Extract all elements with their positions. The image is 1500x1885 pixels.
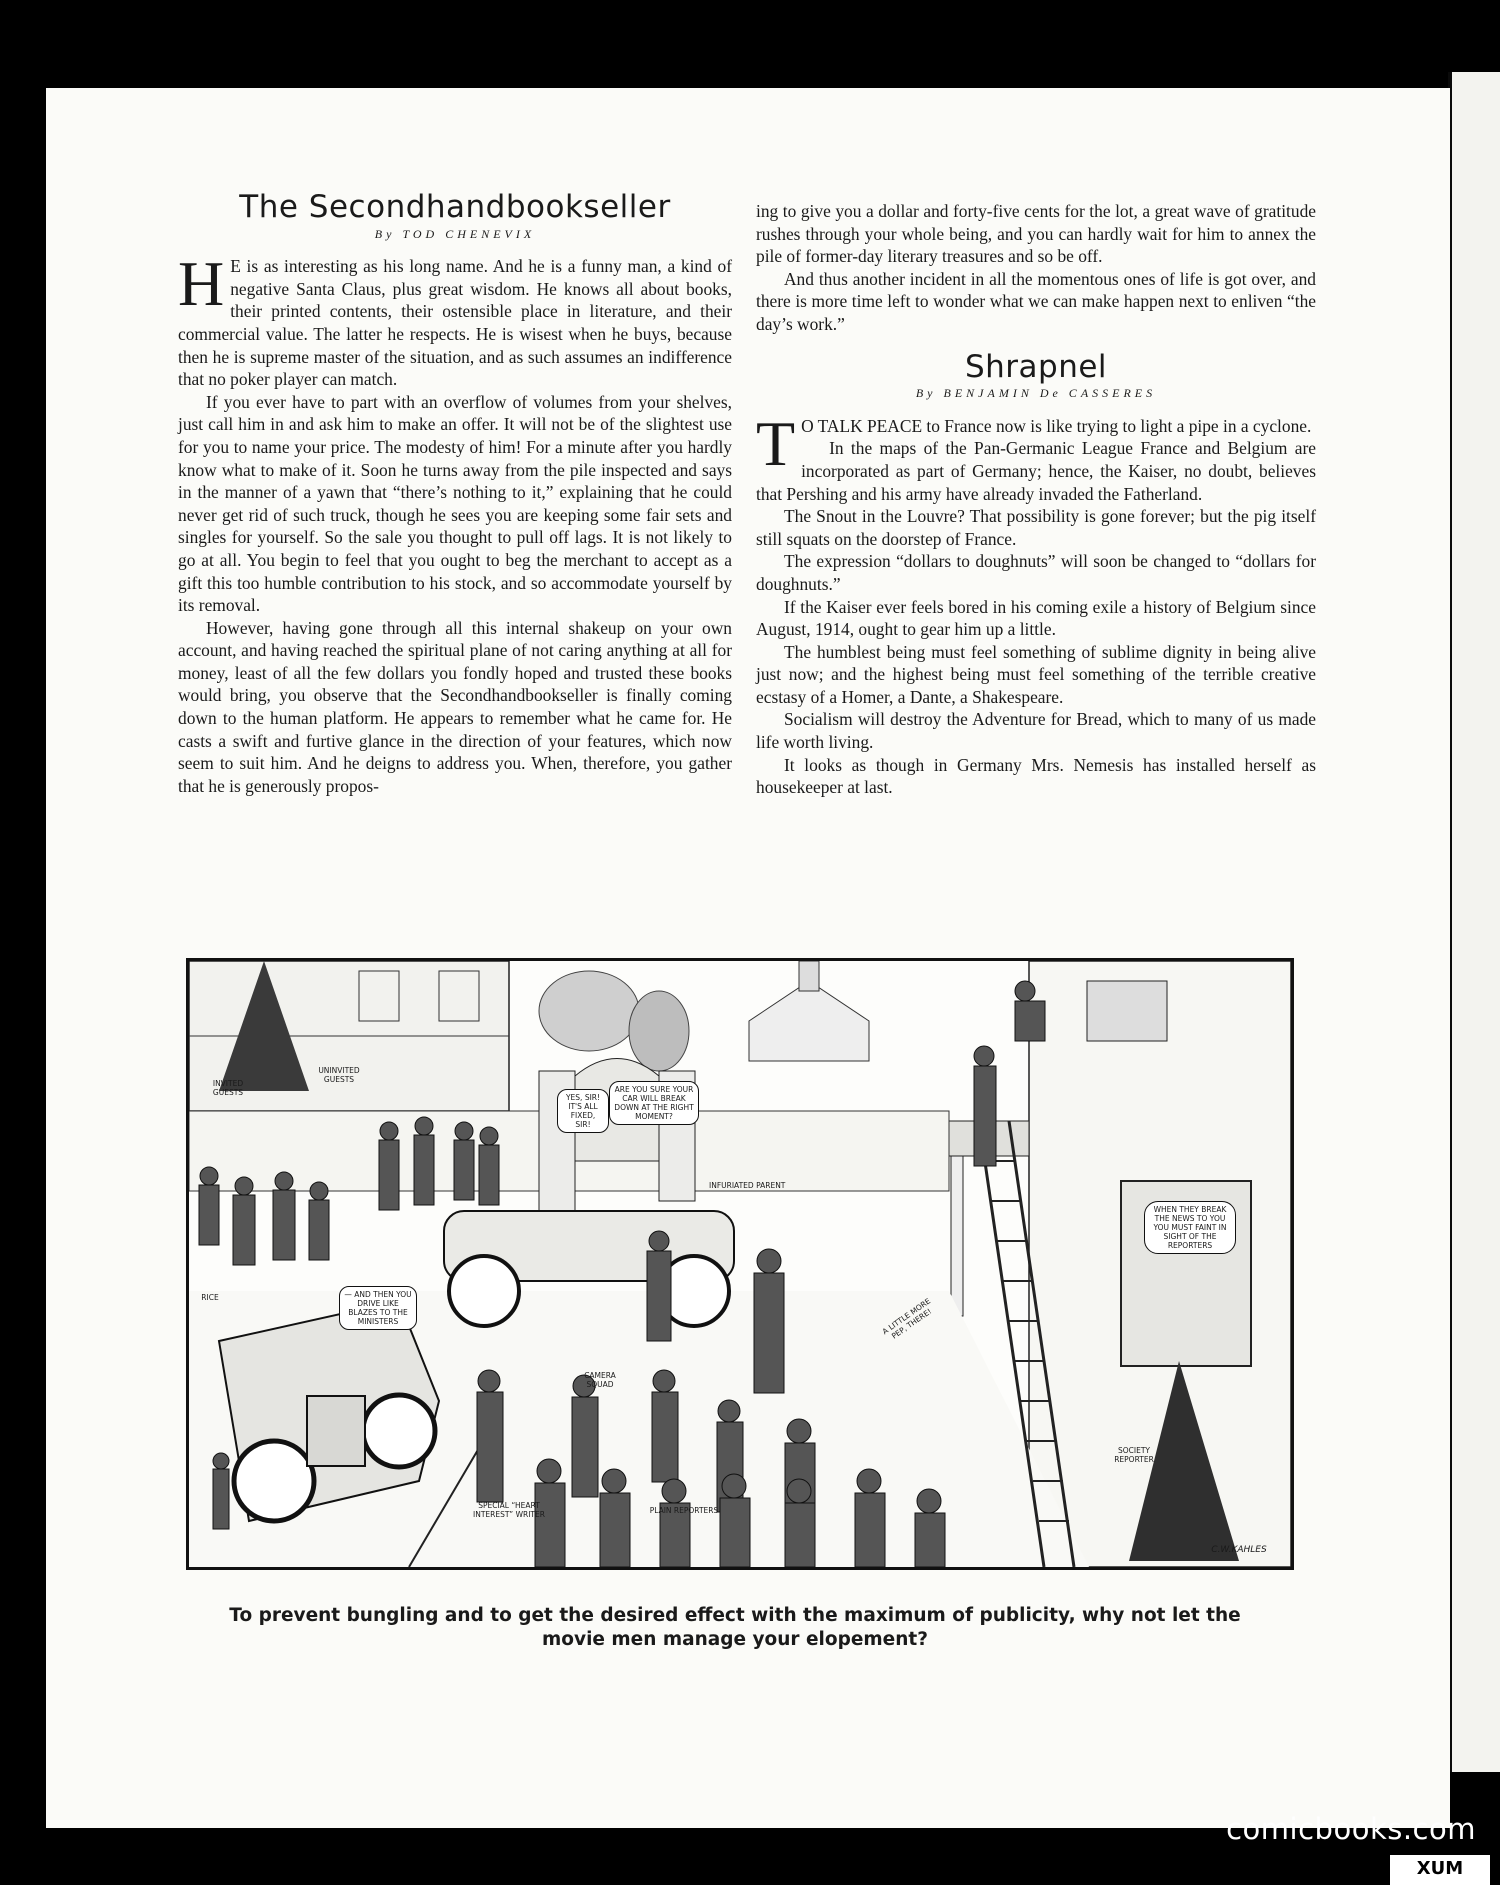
paragraph: Socialism will destroy the Adventure for Bread, which to many of us made life worth living. bbox=[756, 709, 1316, 753]
speech-bubble-car-break: ARE YOU SURE YOUR CAR WILL BREAK DOWN AT THE RIGHT MOMENT? bbox=[609, 1081, 699, 1125]
label-uninvited-guests: UNINVITED GUESTS bbox=[318, 1066, 360, 1084]
paragraph: The Snout in the Louvre? That possibility is gone forever; but the pig itself still squats on the doorstep of France. bbox=[756, 506, 1316, 549]
paragraph-continued: ing to give you a dollar and forty-five cents for the lot, a great wave of gratitude rushes through your whole being, and you can hardly wait for him to annex the pile of former-day literary treasures and so be off. bbox=[756, 201, 1316, 267]
paragraph: The expression “dollars to doughnuts” will soon be changed to “dollars for doughnuts.” bbox=[756, 551, 1316, 594]
byline-benjamin-de-casseres: By BENJAMIN De CASSERES bbox=[915, 386, 1157, 401]
paragraph: And thus another incident in all the momentous ones of life is got over, and there is more time left to wonder what we can make happen next to enliven “the day’s work.” bbox=[756, 268, 1316, 334]
cartoon-illustration bbox=[186, 958, 1294, 1570]
corner-tag: XUM bbox=[1390, 1855, 1490, 1885]
label-society-reporter: SOCIETY REPORTER bbox=[1114, 1446, 1154, 1464]
article-title-shrapnel: Shrapnel bbox=[964, 348, 1108, 385]
article-title-secondhandbookseller: The Secondhandbookseller bbox=[239, 189, 671, 225]
paragraph: In the maps of the Pan-Germanic League France and Belgium are incorporated as part of Germany; hence, the Kaiser, no doubt, believes that Pershing and his army have already invaded the Fatherland. bbox=[756, 438, 1316, 504]
drop-cap-h: H bbox=[178, 248, 225, 320]
drop-cap-t: T bbox=[756, 407, 796, 479]
label-plain-reporters: PLAIN REPORTERS bbox=[649, 1506, 719, 1515]
artist-signature: C.W.KAHLES bbox=[1211, 1545, 1267, 1555]
label-infuriated-parent: INFURIATED PARENT bbox=[709, 1181, 786, 1190]
left-column bbox=[178, 189, 732, 797]
paragraph: It looks as though in Germany Mrs. Nemesis has installed herself as housekeeper at last. bbox=[756, 754, 1316, 798]
speech-bubble-drive: — AND THEN YOU DRIVE LIKE BLAZES TO THE MINISTERS bbox=[339, 1286, 417, 1330]
byline-tod-chenevix: By TOD CHENEVIX bbox=[374, 226, 536, 241]
label-more-pep: A LITTLE MORE PEP, THERE! bbox=[880, 1296, 934, 1341]
speech-bubble-faint: WHEN THEY BREAK THE NEWS TO YOU YOU MUST FAINT IN SIGHT OF THE REPORTERS bbox=[1144, 1201, 1236, 1254]
right-column bbox=[756, 200, 1316, 799]
label-special-writer: SPECIAL “HEART INTEREST” WRITER bbox=[473, 1501, 545, 1519]
paragraph: However, having gone through all this internal shakeup on your own account, and having reached the spiritual plane of not caring anything at all for money, least of all the few dollars you fondly hoped and trusted these books would bring, you observe that the Secondhandbookseller is finally coming down to the human platform. He appears to remember what he came for. He casts a swift and furtive glance in the direction of your features, which now seem to suit him. And he deigns to address you. When, therefore, you gather that he is generously propos- bbox=[178, 617, 732, 796]
paragraph: If the Kaiser ever feels bored in his coming exile a history of Belgium since August, 1914, ought to gear him up a little. bbox=[756, 596, 1316, 640]
paragraph: The humblest being must feel something of sublime dignity in being alive just now; and the highest being must feel something of the terrible creative ecstasy of a Homer, a Dante, a Shakespeare. bbox=[756, 641, 1316, 707]
cartoon-caption: To prevent bungling and to get the desired effect with the maximum of publicity, why not let the movie men manage your elopement? bbox=[229, 1605, 1241, 1650]
adjacent-page-edge bbox=[1450, 72, 1500, 1772]
paragraph: E is as interesting as his long name. And he is a funny man, a kind of negative Santa Claus, plus great wisdom. He knows all about books, their printed contents, their ostensible place in literature, and their commercial value. The latter he respects. He is wisest when he buys, because then he is supreme master of the situation, and as such assumes an indifference that no poker player can match. bbox=[178, 256, 732, 390]
cartoon-drawing bbox=[189, 961, 1291, 1567]
speech-bubble-yes-sir: YES, SIR! IT'S ALL FIXED, SIR! bbox=[557, 1089, 609, 1133]
label-invited-guests: INVITED GUESTS bbox=[212, 1079, 244, 1097]
label-rice-bag: RICE bbox=[201, 1293, 219, 1302]
paragraph: O TALK PEACE to France now is like trying to light a pipe in a cyclone. bbox=[801, 415, 1312, 436]
watermark: comicbooks.com bbox=[1226, 1812, 1476, 1846]
paragraph: If you ever have to part with an overflow of volumes from your shelves, just call him in and ask him to make an offer. It will not be of the slightest use for you to name your price. The modesty of him! For a minute after you hardly know what to make of it. Soon he turns away from the pile inspected and says in the manner of a yawn that “there’s nothing to it,” explaining that he could never get rid of such truck, though he sees you are keeping some fair sets and singles for yourself. So the sale you thought to pull off lags. It is not likely to go at all. You begin to feel that you ought to beg the merchant to accept as a gift this too humble contribution to his stock, and so accommodate yourself by its removal. bbox=[178, 391, 732, 616]
label-camera-squad: CAMERA SQUAD bbox=[584, 1371, 616, 1389]
